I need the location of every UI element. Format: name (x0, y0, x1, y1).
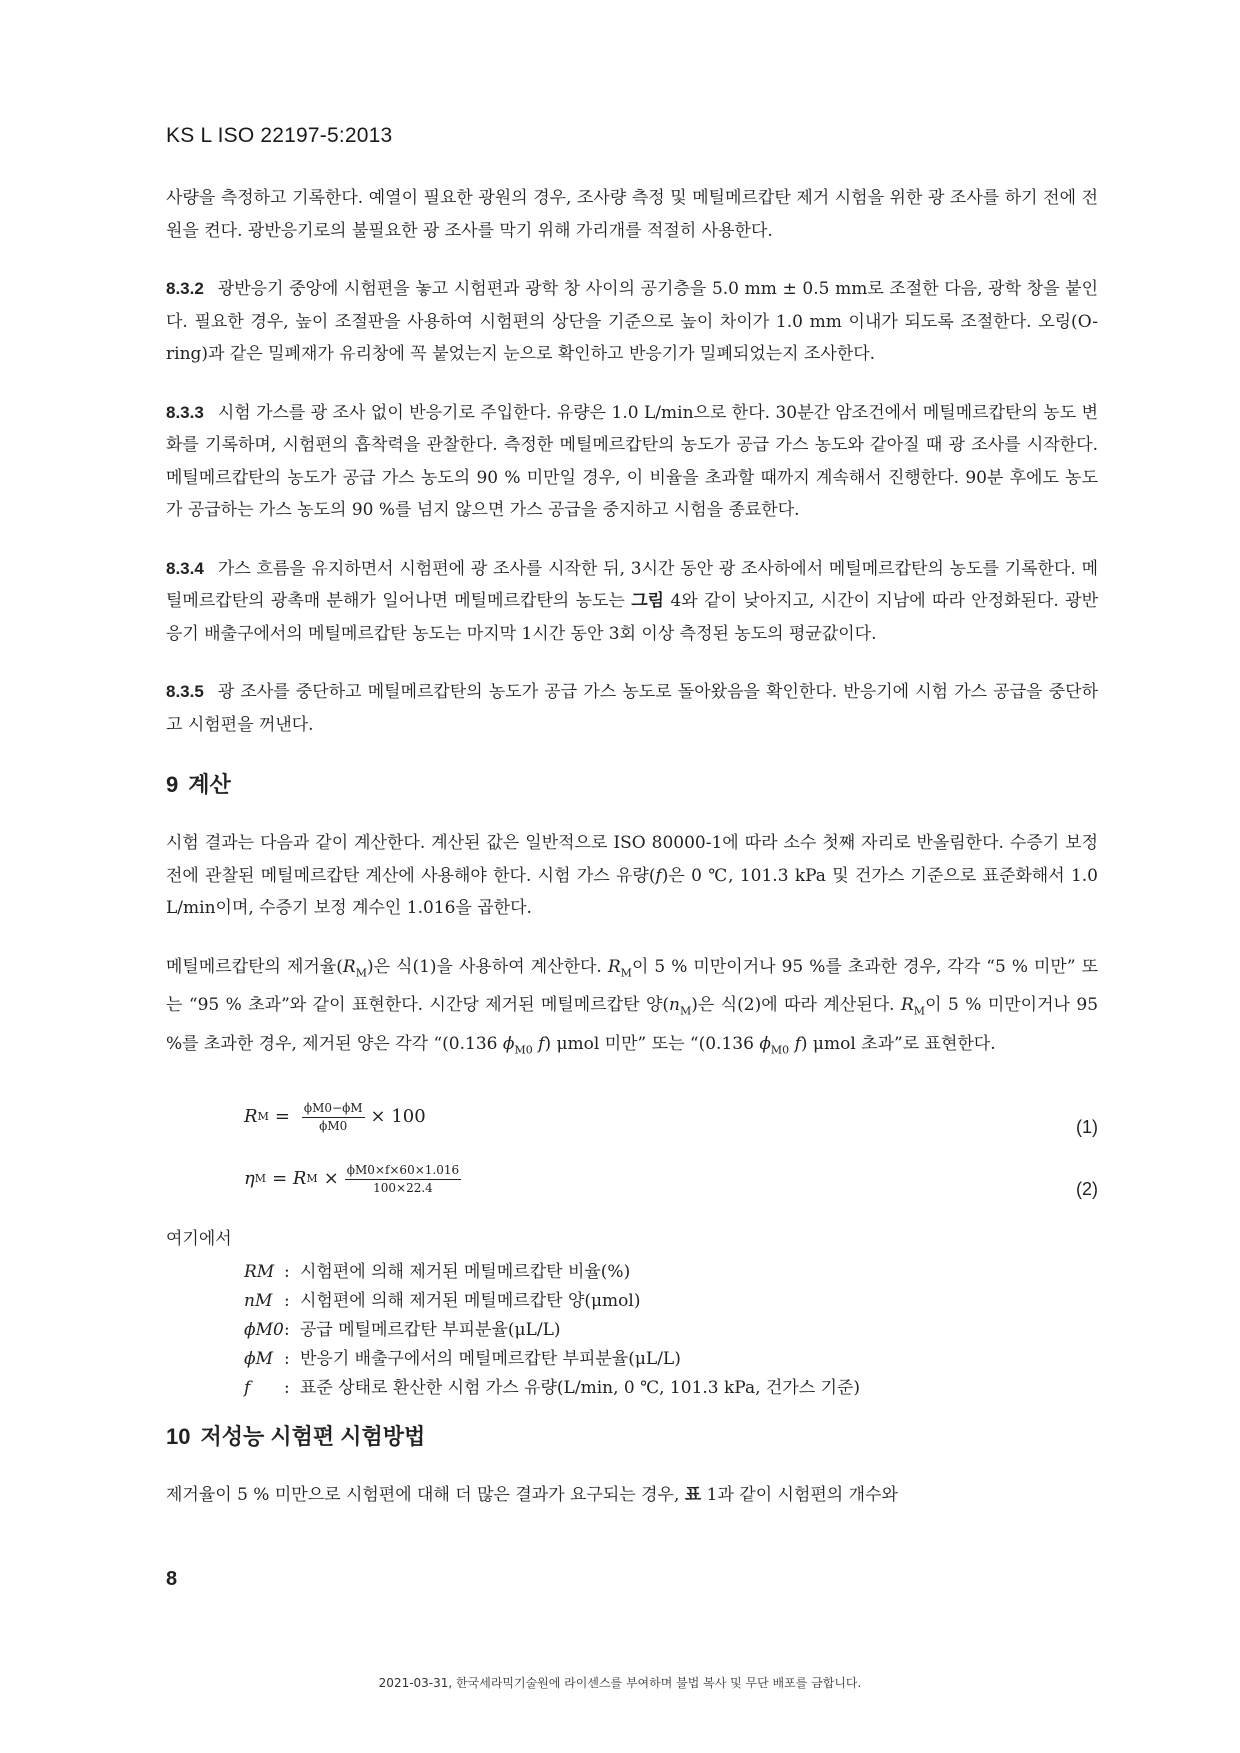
def-colon: : (284, 1348, 290, 1369)
def-symbol: f (244, 1377, 251, 1398)
subscript: M (620, 965, 632, 979)
symbol-n: n (669, 995, 680, 1016)
clause-text: 광반응기 중앙에 시험편을 놓고 시험편과 광학 창 사이의 공기층을 5.0 mm ± 0.5 mm로 조절한 다음, 광학 창을 붙인다. 필요한 경우, 높이 조절판을 사용하여 시험편의 상단을 기준으로 높이 차이가 1.0 mm 이내가 되도록 조절한다. 오링(O-ring)과 같은 밀폐재가 유리창에 꼭 붙었는지 눈으로 확인하고 반응기가 밀폐되었는지 조사한다. (166, 279, 1098, 364)
clause-number: 8.3.3 (166, 402, 204, 422)
clause-text: 4와 같이 낮아지고, 시간이 지남에 따라 안정화된다. 광반응기 배출구에서의 메틸메르캅탄 농도는 마지막 1시간 동안 3회 이상 측정된 농도의 평균값이다. (166, 591, 1098, 644)
fraction-numerator: ϕM0−ϕM (302, 1101, 365, 1118)
paragraph-8-3-4 (166, 553, 1098, 651)
text-run: 1과 같이 시험편의 개수와 (701, 1484, 898, 1505)
section-title: 저성능 시험편 시험방법 (200, 1423, 426, 1449)
def-text: 반응기 배출구에서의 메틸메르캅탄 부피분율(μL/L) (300, 1348, 681, 1369)
symbol-f: f (794, 1034, 801, 1055)
document-body (166, 182, 1098, 1537)
def-text: 시험편에 의해 제거된 메틸메르캅탄 양(μmol) (300, 1290, 641, 1311)
section-title: 계산 (188, 772, 231, 797)
subscript: M (679, 1004, 692, 1018)
eq-times: × (323, 1168, 339, 1190)
where-label: 여기에서 (166, 1229, 232, 1250)
eq-tail: × 100 (370, 1106, 426, 1128)
def-symbol: ϕM0 (244, 1319, 284, 1340)
def-colon: : (284, 1319, 290, 1340)
definition-row (244, 1374, 1098, 1403)
def-symbol: ϕM (244, 1348, 273, 1369)
paragraph-9-intro (166, 827, 1098, 925)
clause-number: 8.3.4 (166, 558, 204, 578)
paragraph-10-intro (166, 1479, 1098, 1512)
text-run: )은 0 ℃, 101.3 kPa 및 건가스 기준으로 표준화해서 1.0 L/min이며, 수증기 보정 계수인 1.016을 곱한다. (166, 865, 1098, 918)
symbol-f: f (655, 865, 662, 886)
text-run: 이 5 % 미만이거나 95 %를 초과한 경우, 제거된 양은 각각 “(0.136 (166, 995, 1099, 1055)
text-run: ) μmol 미만” 또는 “(0.136 (544, 1034, 760, 1055)
def-symbol: nM (244, 1290, 273, 1311)
table-reference: 표 (684, 1484, 702, 1504)
text-run: 메틸메르캅탄의 제거율( (166, 956, 343, 977)
def-symbol: RM (244, 1261, 275, 1282)
paragraph-8-3-3 (166, 397, 1098, 527)
definition-row (244, 1316, 1098, 1345)
text-run: )은 식(2)에 따라 계산된다. (691, 995, 901, 1016)
clause-number: 8.3.2 (166, 279, 204, 298)
text-run: 이 5 % 미만이거나 95 %를 초과한 경우, 각각 “5 % 미만” 또는 “95 % 초과”와 같이 표현한다. 시간당 제거된 메틸메르캅탄 양( (166, 956, 1098, 1016)
symbol-r: R (900, 995, 914, 1016)
symbol-r: R (607, 956, 621, 977)
subscript: M (306, 1172, 318, 1186)
clause-number: 8.3.5 (166, 682, 204, 701)
def-text: 시험편에 의해 제거된 메틸메르캅탄 비율(%) (300, 1261, 631, 1282)
subscript: M (254, 1172, 267, 1186)
text-run: 제거율이 5 % 미만으로 시험편에 대해 더 많은 결과가 요구되는 경우, (166, 1484, 685, 1505)
symbol-phi: ϕ (502, 1034, 515, 1055)
def-colon: : (284, 1377, 290, 1398)
eq-lhs: η (244, 1168, 255, 1190)
symbol-phi: ϕ (759, 1034, 771, 1055)
equation-1 (166, 1093, 1098, 1155)
symbol-f: f (538, 1034, 545, 1055)
subscript: M (257, 1110, 269, 1124)
text-run: )은 식(1)을 사용하여 계산한다. (366, 956, 608, 977)
page-number: 8 (166, 1568, 178, 1590)
eq-fraction (345, 1163, 461, 1196)
paragraph-8-3-2 (166, 273, 1098, 371)
clause-text: 광 조사를 중단하고 메틸메르캅탄의 농도가 공급 가스 농도로 돌아왔음을 확인한다. 반응기에 시험 가스 공급을 중단하고 시험편을 꺼낸다. (166, 682, 1098, 735)
equation-2-body (244, 1163, 467, 1196)
equation-2 (166, 1155, 1098, 1217)
def-text: 공급 메틸메르캅탄 부피분율(μL/L) (300, 1319, 561, 1340)
symbol-r: R (342, 956, 356, 977)
paragraph-8-3-5 (166, 676, 1098, 741)
definition-row (244, 1345, 1098, 1374)
standard-number: KS L ISO 22197-5:2013 (166, 124, 393, 147)
clause-text: 시험 가스를 광 조사 없이 반응기로 주입한다. 유량은 1.0 L/min으로 한다. 30분간 암조건에서 메틸메르캅탄의 농도 변화를 기록하며, 시험편의 흡착력을 관찰한다. 측정한 메틸메르캅탄의 농도가 공급 가스 농도와 같아질 때 광 조사를 시작한다. 메틸메르캅탄의 농도가 공급 가스 농도의 90 % 미만일 경우, 이 비율을 초과할 때까지 계속해서 진행한다. 90분 후에도 농도가 공급하는 가스 농도의 90 %를 넘지 않으면 가스 공급을 중지하고 시험을 종료한다. (166, 402, 1098, 520)
clause-text: 가스 흐름을 유지하면서 시험편에 광 조사를 시작한 뒤, 3시간 동안 광 조사하에서 메틸메르캅탄의 농도를 기록한다. 메틸메르캅탄의 광촉매 분해가 일어나면 메틸메르캅탄의 농도는 (166, 558, 1098, 611)
text-run: 시험 결과는 다음과 같이 계산한다. 계산된 값은 일반적으로 ISO 80000-1에 따라 소수 첫째 자리로 반올림한다. 수증기 보정 전에 관찰된 메틸메르캅탄 계산에 사용해야 한다. 시험 가스 유량( (166, 833, 1098, 886)
section-number: 10 (166, 1423, 191, 1449)
eq-equals: = (274, 1106, 290, 1128)
section-9-heading (166, 767, 1098, 803)
subscript: M (913, 1004, 926, 1018)
eq-mid: = R (272, 1168, 307, 1190)
def-colon: : (284, 1290, 290, 1311)
figure-reference: 그림 (631, 591, 665, 610)
definition-row (244, 1258, 1098, 1287)
fraction-denominator: ϕM0 (319, 1119, 348, 1134)
eq-fraction (302, 1101, 365, 1134)
symbol-definitions (244, 1258, 1098, 1403)
subscript: M0 (770, 1043, 790, 1057)
equation-number: (2) (1076, 1179, 1098, 1200)
subscript: M (355, 965, 367, 979)
equation-number: (1) (1076, 1117, 1098, 1138)
definition-row (244, 1287, 1098, 1316)
section-number: 9 (166, 772, 179, 797)
paragraph-9-removal (166, 951, 1098, 1068)
subscript: M0 (514, 1043, 533, 1057)
def-text: 표준 상태로 환산한 시험 가스 유량(L/min, 0 ℃, 101.3 kPa, 건가스 기준) (300, 1377, 861, 1398)
text-run: ) μmol 초과”로 표현한다. (800, 1034, 996, 1055)
fraction-denominator: 100×22.4 (373, 1181, 433, 1196)
license-footer: 2021-03-31, 한국세라믹기술원에 라이센스를 부여하며 불법 복사 및 무단 배포를 금합니다. (378, 1676, 862, 1690)
def-colon: : (284, 1261, 290, 1282)
equation-1-body (244, 1101, 426, 1134)
section-10-heading (166, 1419, 1098, 1455)
eq-lhs: R (244, 1106, 258, 1128)
paragraph-continuation: 사량을 측정하고 기록한다. 예열이 필요한 광원의 경우, 조사량 측정 및 메틸메르캅탄 제거 시험을 위한 광 조사를 하기 전에 전원을 켠다. 광반응기로의 불필요한 광 조사를 막기 위해 가리개를 적절히 사용한다. (166, 188, 1098, 241)
fraction-numerator: ϕM0×f×60×1.016 (345, 1163, 461, 1180)
